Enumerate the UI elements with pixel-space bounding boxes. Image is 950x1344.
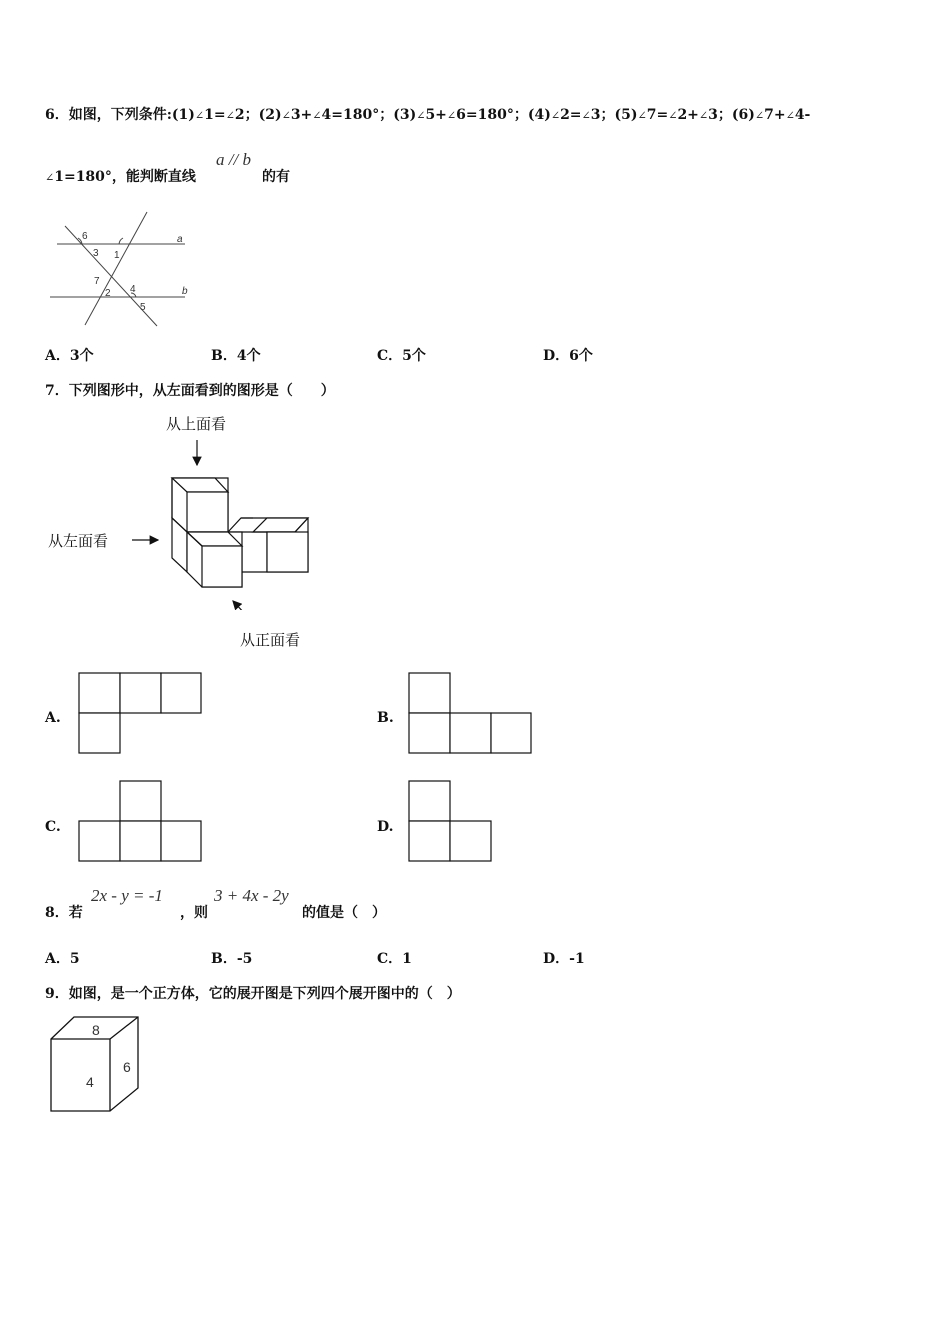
- q6-option-a[interactable]: A．3个: [45, 348, 94, 364]
- condition-5: (5)∠7=∠2+∠3；: [614, 107, 732, 123]
- q8-option-d[interactable]: D．-1: [543, 951, 585, 967]
- angle-label-4: 4: [130, 284, 136, 295]
- question-6-line2: ∠1=180°，能判断直线: [45, 169, 196, 185]
- condition-6-end: 1=180°: [54, 169, 112, 185]
- q7-option-c-figure[interactable]: [78, 780, 204, 864]
- q7-option-b-figure[interactable]: [408, 672, 534, 756]
- q7-option-b-label[interactable]: B.: [377, 710, 394, 726]
- question-8-suffix: 的值是（ ）: [302, 905, 386, 921]
- condition-4: (4)∠2=∠3；: [527, 107, 615, 123]
- cube-face-right: 6: [123, 1059, 131, 1075]
- q7-option-d-figure[interactable]: [408, 780, 494, 864]
- q7-option-a-figure[interactable]: [78, 672, 204, 756]
- angle-label-1: 1: [114, 250, 120, 261]
- q8-option-c[interactable]: C．1: [377, 951, 412, 967]
- transversal-1: [85, 212, 147, 325]
- view-front-label: 从正面看: [240, 631, 301, 649]
- q6-option-c[interactable]: C．5个: [377, 348, 426, 364]
- question-6-tail: 的有: [262, 169, 290, 185]
- math-equation-1: 2x - y = -1: [91, 886, 163, 905]
- front-cube-front: [202, 546, 242, 587]
- line-label-b: b: [182, 286, 188, 297]
- angle-label-2: 2: [105, 288, 111, 299]
- question-lead: 如图，下列条件:: [68, 107, 172, 123]
- question-8-mid: ，则: [180, 905, 208, 921]
- cube-face-top: 8: [92, 1022, 100, 1038]
- q6-option-b[interactable]: B．4个: [211, 348, 261, 364]
- question-number: 7: [45, 383, 55, 399]
- q8-option-a[interactable]: A．5: [45, 951, 80, 967]
- angle-label-6: 6: [82, 231, 88, 242]
- question-7: 7．下列图形中，从左面看到的图形是（ ）: [45, 383, 335, 399]
- question-number: 9: [45, 986, 55, 1002]
- question-text: 下列图形中，从左面看到的图形是（ ）: [68, 383, 335, 399]
- angle-label-7: 7: [94, 276, 100, 287]
- angle-label-5: 5: [140, 302, 146, 313]
- view-left-label: 从左面看: [48, 532, 109, 550]
- math-expression-2: 3 + 4x - 2y: [214, 886, 289, 905]
- arrow-up-left: [233, 601, 246, 610]
- top-cube-front: [187, 492, 228, 532]
- question-9: 9．如图，是一个正方体，它的展开图是下列四个展开图中的（ ）: [45, 986, 461, 1002]
- question-8-start: 8．若: [45, 905, 83, 921]
- question-number: 6: [45, 107, 55, 123]
- condition-2: (2)∠3+∠4=180°；: [258, 107, 394, 123]
- q6-option-d[interactable]: D．6个: [543, 348, 593, 364]
- cube-stack-figure: [120, 435, 320, 610]
- q7-option-d-label[interactable]: D.: [377, 819, 394, 835]
- condition-6: (6)∠7+∠4-: [731, 107, 811, 123]
- question-number: 8: [45, 905, 55, 921]
- view-top-label: 从上面看: [166, 415, 227, 433]
- line-label-a: a: [177, 234, 183, 245]
- q8-option-b[interactable]: B．-5: [211, 951, 253, 967]
- labeled-cube-figure: [48, 1015, 144, 1115]
- question-8-prefix: 若: [68, 905, 83, 921]
- question-6-line1: 6．如图，下列条件:(1)∠1=∠2；(2)∠3+∠4=180°；(3)∠5+∠6=180°；(4)∠2=∠3；(5)∠7=∠2+∠3；(6)∠7+∠4-: [45, 107, 811, 123]
- q7-option-c-label[interactable]: C.: [45, 819, 61, 835]
- cube-face-front: 4: [86, 1074, 94, 1090]
- q7-option-a-label[interactable]: A.: [45, 710, 61, 726]
- angle-label-3: 3: [93, 248, 99, 259]
- parallel-lines-figure: [45, 206, 195, 332]
- math-a-parallel-b: a // b: [216, 150, 251, 169]
- condition-1: (1)∠1=∠2；: [171, 107, 259, 123]
- condition-3: (3)∠5+∠6=180°；: [393, 107, 528, 123]
- right-cube-front: [267, 532, 308, 572]
- question-6-mid: ，能判断直线: [111, 169, 196, 185]
- question-text: 如图，是一个正方体，它的展开图是下列四个展开图中的（ ）: [68, 986, 461, 1002]
